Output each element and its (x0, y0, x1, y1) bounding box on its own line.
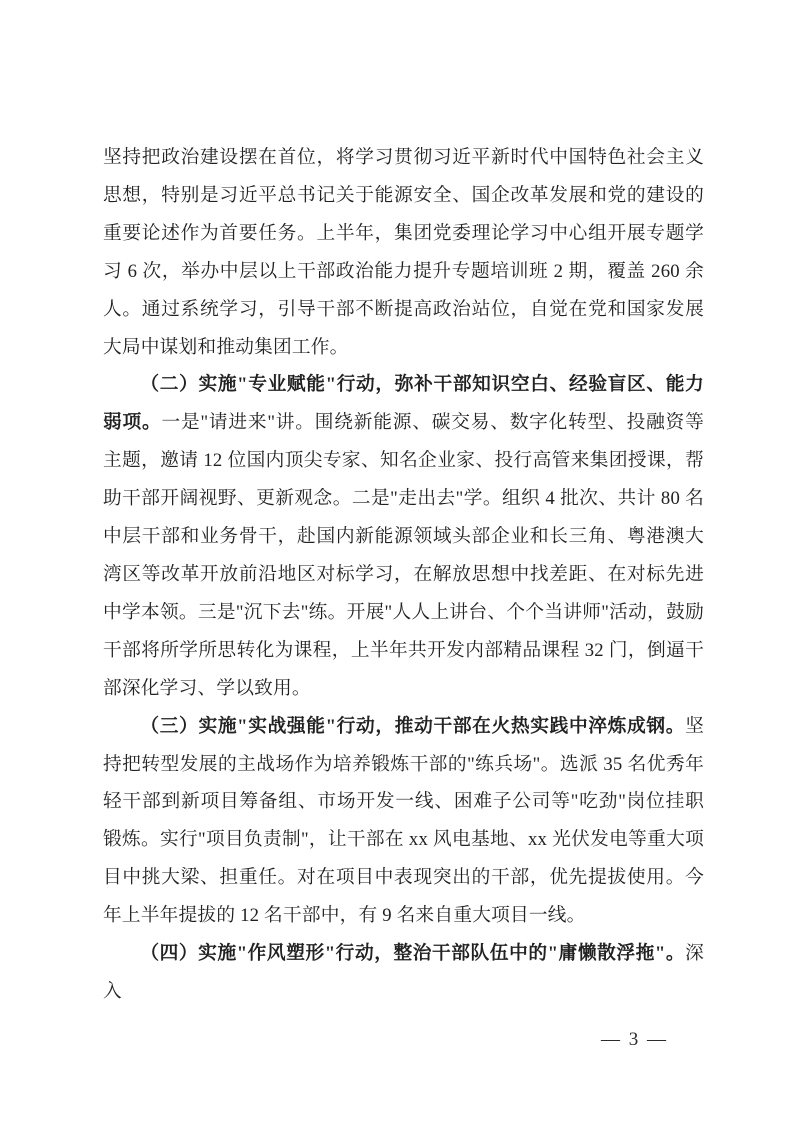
paragraph (103, 935, 704, 1011)
section-heading: （四）实施"作风塑形"行动，整治干部队伍中的"庸懒散浮拖"。 (140, 943, 686, 965)
body-text: 坚持把转型发展的主战场作为培养锻炼干部的"练兵场"。选派 35 名优秀年轻干部到新项目筹备组、市场开发一线、困难子公司等"吃劲"岗位挂职锻炼。实行"项目负责制"，让干部在 xx 风电基地、xx 光伏发电等重大项目中挑大梁、担重任。对在项目中表现突出的干部，优先提拔使用。今年上半年提拔的 12 名干部中，有 9 名来自重大项目一线。 (103, 715, 704, 927)
section-heading: （三）实施"实战强能"行动，推动干部在火热实践中淬炼成钢。 (140, 715, 686, 737)
body-text: 深入 (103, 943, 704, 1002)
document-body (103, 139, 704, 1011)
paragraph (103, 139, 704, 366)
paragraph (103, 366, 704, 707)
body-text: 坚持把政治建设摆在首位，将学习贯彻习近平新时代中国特色社会主义思想，特别是习近平总书记关于能源安全、国企改革发展和党的建设的重要论述作为首要任务。上半年，集团党委理论学习中心组开展专题学习 6 次，举办中层以上干部政治能力提升专题培训班 2 期，覆盖 260 余人。通过系统学习，引导干部不断提高政治站位，自觉在党和国家发展大局中谋划和推动集团工作。 (103, 147, 704, 358)
paragraph (103, 708, 704, 935)
page-number: — 3 — (601, 1029, 668, 1050)
body-text: 一是"请进来"讲。围绕新能源、碳交易、数字化转型、投融资等主题，邀请 12 位国内顶尖专家、知名企业家、投行高管来集团授课，帮助干部开阔视野、更新观念。二是"走出去"学。组织 4 批次、共计 80 名中层干部和业务骨干，赴国内新能源领域头部企业和长三角、粤港澳大湾区等改革开放前沿地区对标学习，在解放思想中找差距、在对标先进中学本领。三是"沉下去"练。开展"人人上讲台、个个当讲师"活动，鼓励干部将所学所思转化为课程，上半年共开发内部精品课程 32 门，倒逼干部深化学习、学以致用。 (103, 412, 704, 699)
section-heading: （二）实施"专业赋能"行动，弥补干部知识空白、经验盲区、能力弱项。 (103, 374, 704, 434)
